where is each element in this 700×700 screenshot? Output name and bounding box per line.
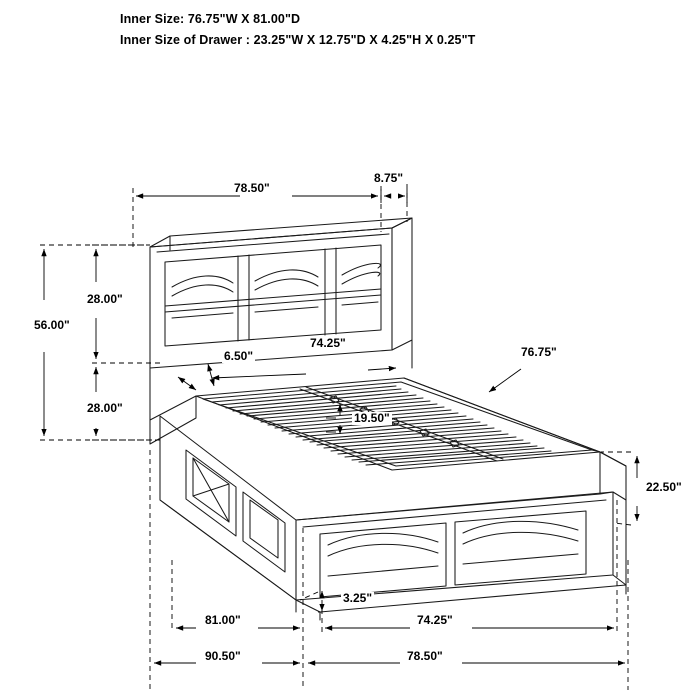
dim-top-right-offset: 8.75" [374, 171, 404, 185]
dim-rail-inset: 6.50" [224, 349, 254, 363]
inner-size-note: Inner Size: 76.75"W X 81.00"D [120, 12, 301, 26]
dim-top-width: 78.50" [234, 181, 270, 195]
dim-bottom-left-span: 81.00" [205, 613, 241, 627]
dim-foot-clearance: 3.25" [343, 591, 373, 605]
dim-headboard-lower: 28.00" [87, 401, 123, 415]
dim-slat-span: 19.50" [354, 411, 390, 425]
dim-bottom-right-span: 74.25" [417, 613, 453, 627]
dim-overall-right: 78.50" [407, 649, 443, 663]
dim-headboard-upper: 28.00" [87, 292, 123, 306]
dim-side-depth: 76.75" [521, 345, 557, 359]
dim-total-height: 56.00" [34, 318, 70, 332]
drawer-inner-size-note: Inner Size of Drawer : 23.25"W X 12.75"D X 4.25"H X 0.25"T [120, 33, 476, 47]
dim-deck-height: 22.50" [646, 480, 682, 494]
dim-mattress-width: 74.25" [310, 336, 346, 350]
dim-overall-left: 90.50" [205, 649, 241, 663]
